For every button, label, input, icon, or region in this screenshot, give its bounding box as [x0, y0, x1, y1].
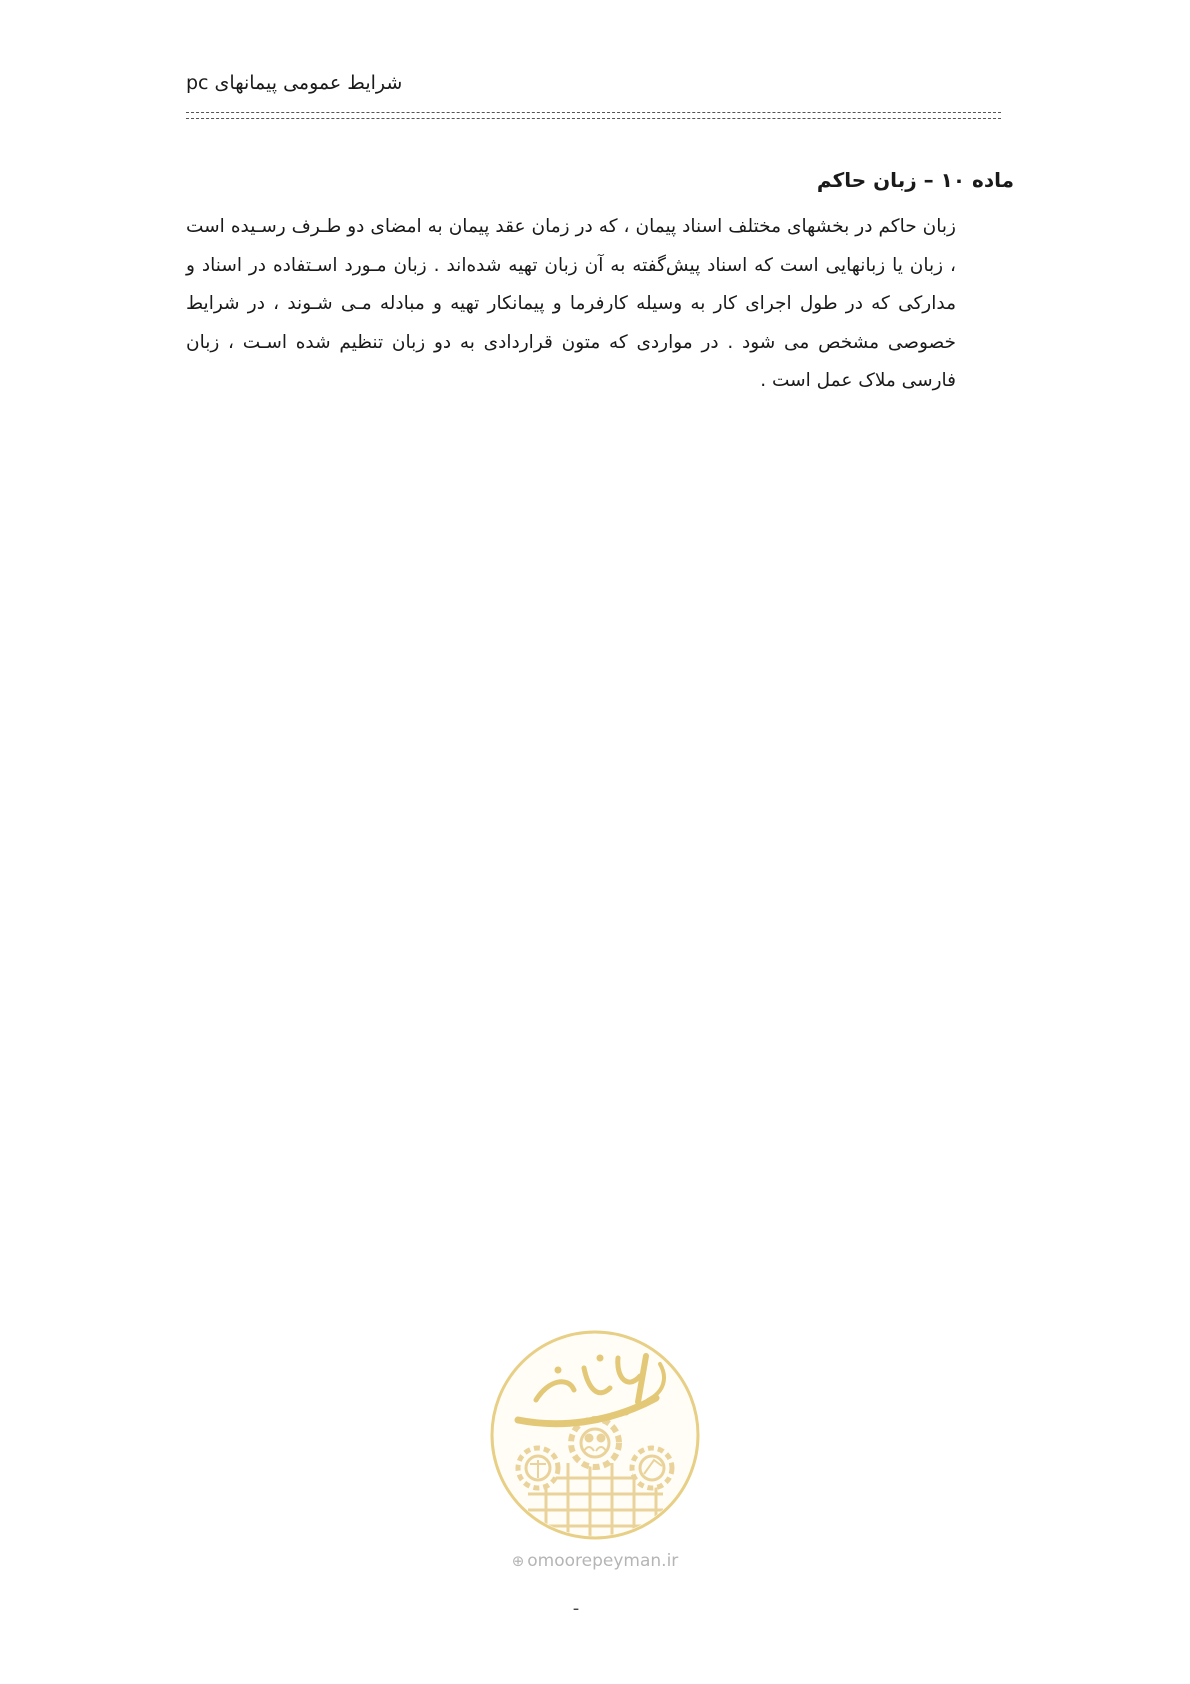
- page-footer-mark: -: [572, 1598, 580, 1619]
- watermark-url: [490, 1551, 700, 1571]
- watermark-url-text: omoorepeyman.ir: [527, 1551, 679, 1571]
- watermark-logo: [488, 1328, 702, 1542]
- article-body: زبان حاکم در بخشهای مختلف اسناد پیمان ، که در زمان عقد پیمان به امضای دو طـرف رسـیده است ، زبان یا زبانهایی است که اسناد پیش‌گفته به آن زبان تهیه شده‌اند . زبان مـورد اسـتفاده در اسناد و مدارکی که در طول اجرای کار به وسیله کارفرما و پیمانکار تهیه و مبادله مـی شـوند ، در شرایط خصوصی مشخص می شود . در مواردی که متون قراردادی به دو زبان تنظیم شده اسـت ، زبان فارسی ملاک عمل است .: [186, 216, 956, 391]
- header-separator: [186, 110, 1001, 124]
- globe-icon: ⊕: [511, 1552, 525, 1570]
- running-header-title: شرایط عمومی پیمانهای pc: [186, 72, 403, 94]
- article-heading: ماده ۱۰ – زبان حاکم: [816, 168, 1014, 192]
